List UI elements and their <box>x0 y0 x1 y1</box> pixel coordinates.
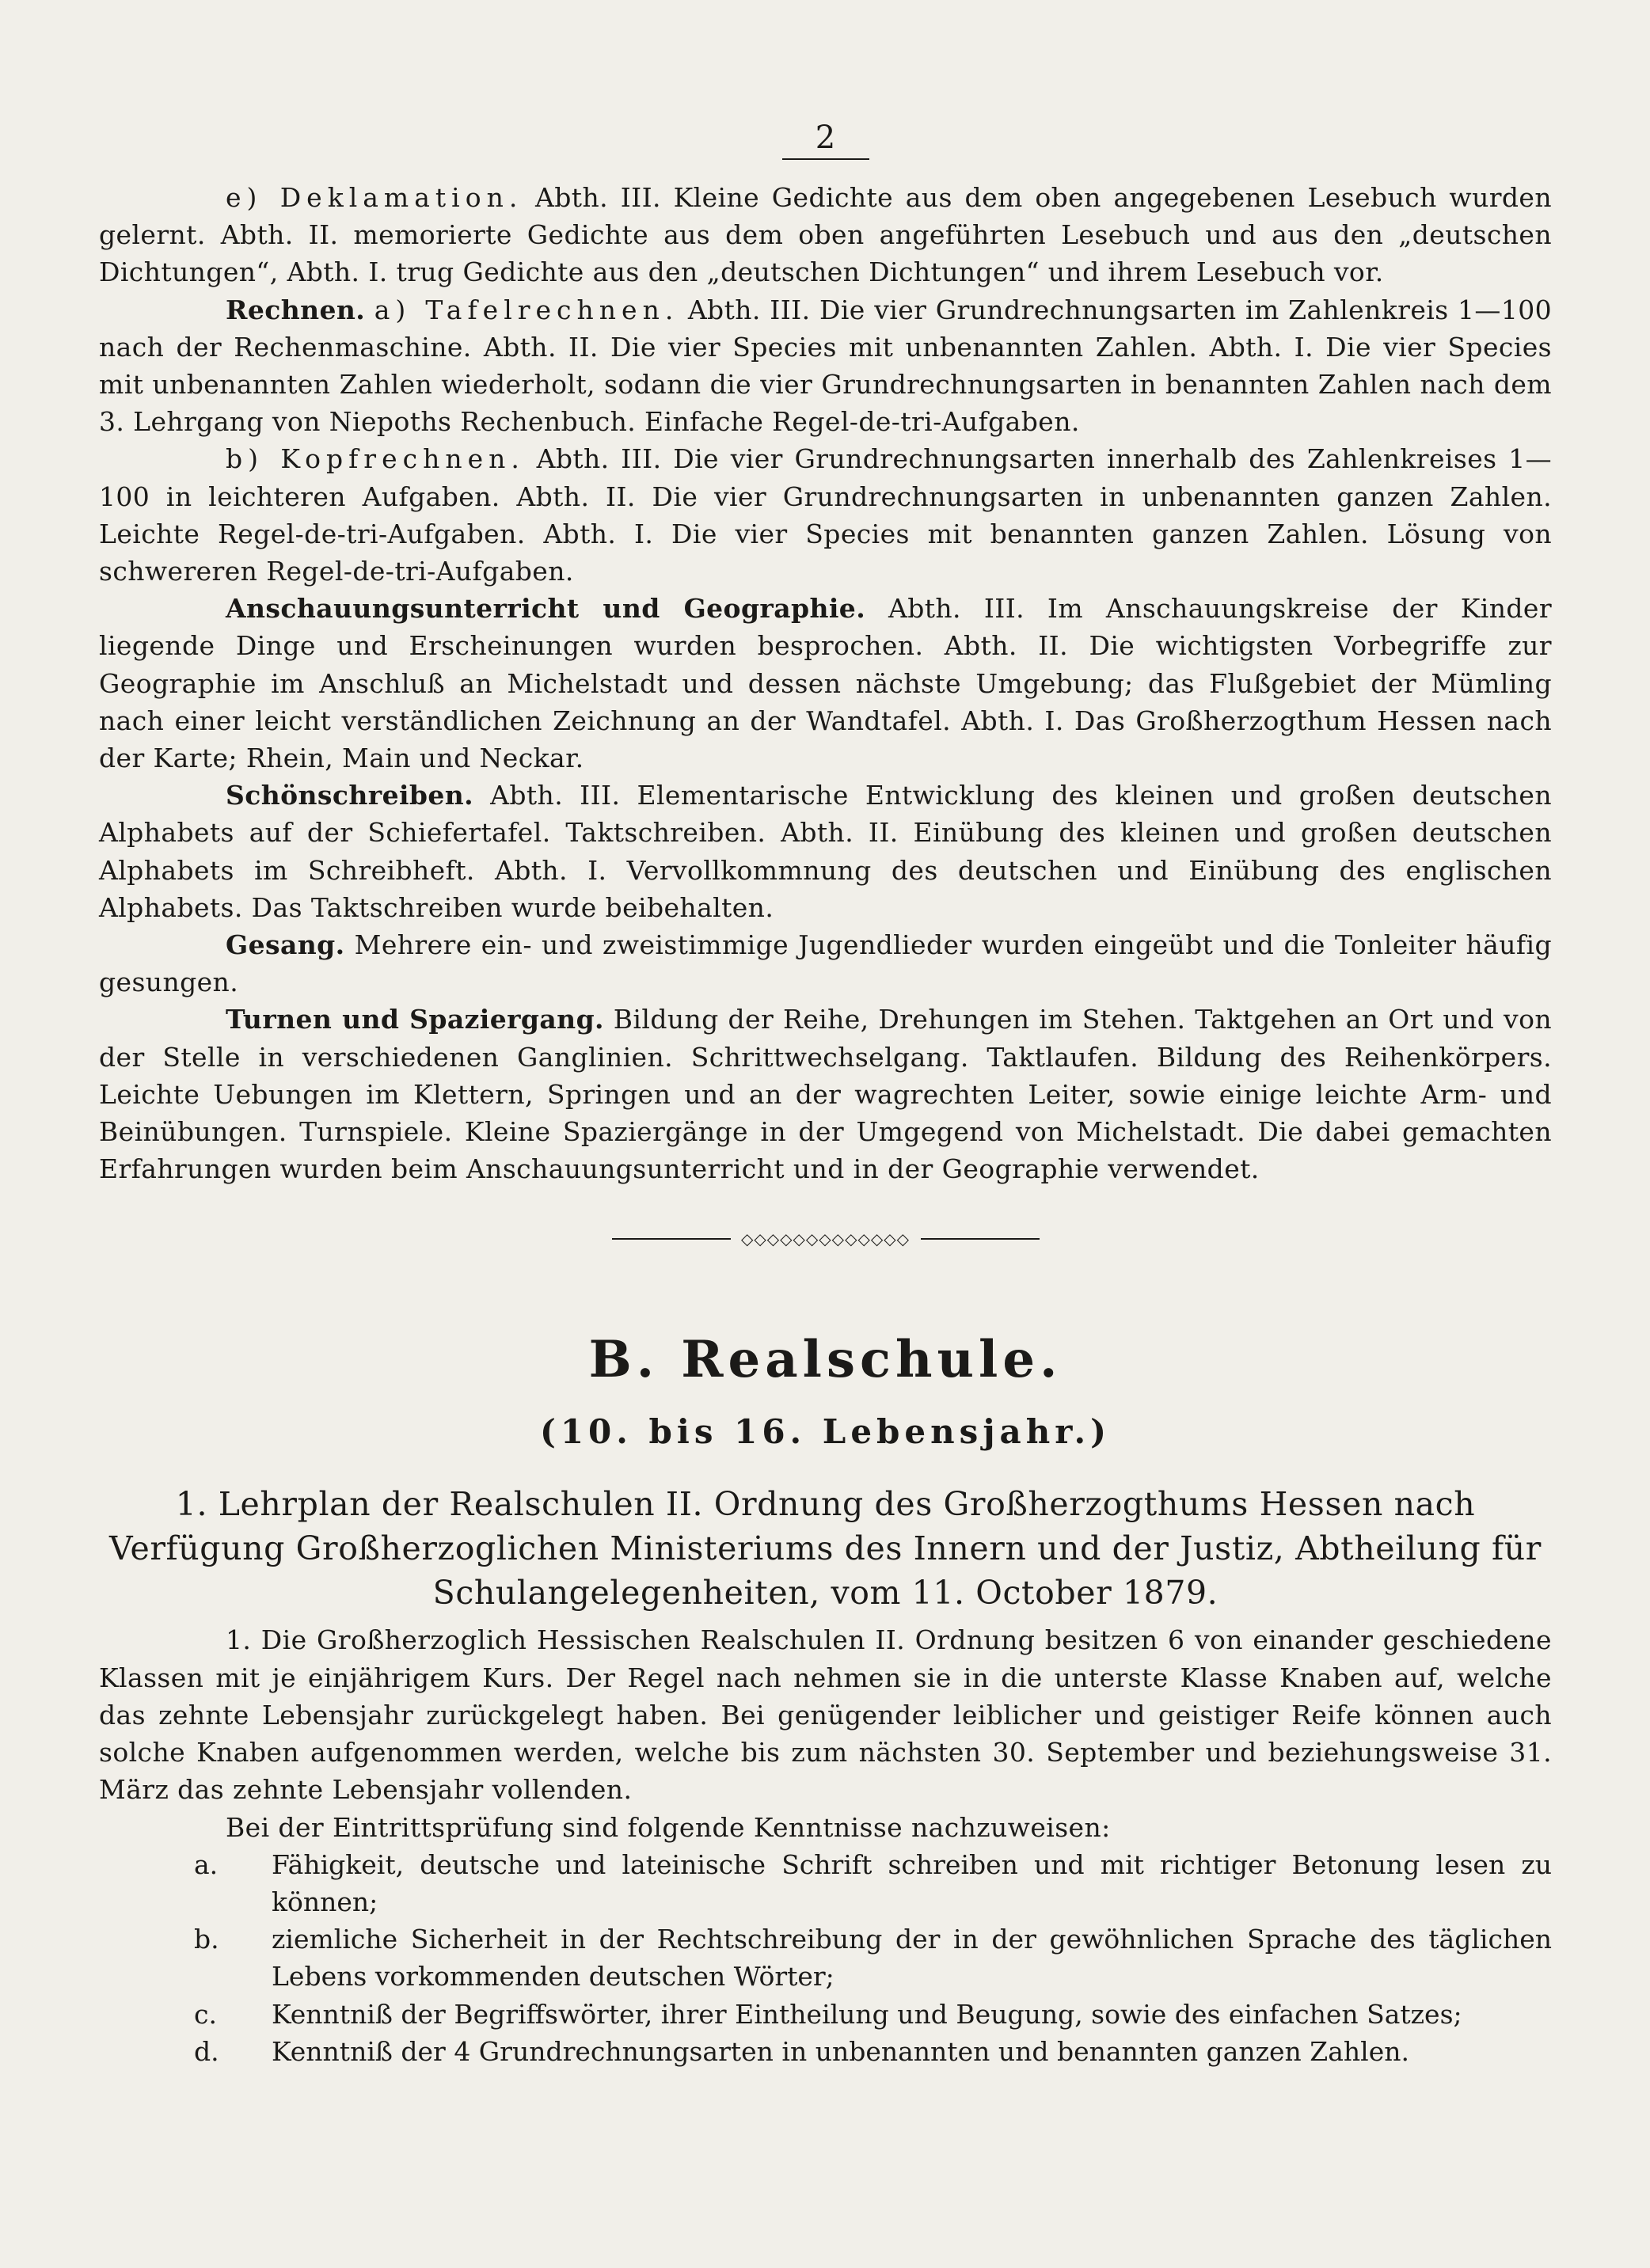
ornament-line-left <box>612 1238 731 1240</box>
list-item-label: d. <box>194 2035 219 2067</box>
text-tafelrechnen: Abth. III. Die vier Grundrechnungsarten im Zahlenkreis 1—100 nach der Rechenmaschine. Abth. II. Die vier Species mit unbenannten Zahlen. Abth. I. Die vier Species mit unbenannten Zahlen wiederholt, sodann die vier Grundrechnungsarten in benannten Zahlen nach dem 3. Lehrgang von Niepoths Rechenbuch. Einfache Regel-de-tri-Aufgaben. <box>99 294 1553 438</box>
paragraph-anschauung <box>99 590 1552 777</box>
paragraph-turnen <box>99 1001 1552 1187</box>
list-item-label: a. <box>194 1848 219 1880</box>
text-kopfrechnen: Abth. III. Die vier Grundrechnungsarten innerhalb des Zahlenkreises 1—100 in leichteren Aufgaben. Abth. II. Die vier Grundrechnungsarten in unbenannten ganzen Zahlen. Leichte Regel-de-tri-Aufgaben. Abth. I. Die vier Species mit benannten ganzen Zahlen. Lösung von schwereren Regel-de-tri-Aufgaben. <box>99 443 1552 587</box>
section-divider-ornament <box>612 1229 1040 1249</box>
list-item-label: b. <box>194 1924 219 1955</box>
list-item-text: Kenntniß der 4 Grundrechnungsarten in unbenannten und benannten ganzen Zahlen. <box>272 2035 1409 2067</box>
list-item-label: c. <box>194 1998 217 2030</box>
label-anschauung: Anschauungsunterricht und Geographie. <box>226 593 866 625</box>
list-item-text: ziemliche Sicherheit in der Rechtschreibung der in der gewöhnlichen Sprache des täglichen Lebens vorkommenden deutschen Wörter; <box>272 1924 1552 1993</box>
label-turnen: Turnen und Spaziergang. <box>226 1004 604 1035</box>
paragraph-eintrittspruefung: Bei der Eintrittsprüfung sind folgende Kenntnisse nachzuweisen: <box>226 1811 1111 1843</box>
list-item <box>99 1996 1552 2033</box>
section-title-realschule: B. Realschule. <box>588 1330 1063 1390</box>
lehrplan-heading: 1. Lehrplan der Realschulen II. Ordnung des Großherzogthums Hessen nach Verfügung Großherzoglichen Ministeriums des Innern und der Justiz, Abtheilung für Schulangelegenheiten, vom 11. October 1879. <box>109 1485 1542 1613</box>
page <box>99 119 1552 2070</box>
ornament-diamonds: ◇◇◇◇◇◇◇◇◇◇◇◇◇ <box>741 1229 910 1249</box>
page-number-rule <box>782 158 869 160</box>
section-age-range: (10. bis 16. Lebensjahr.) <box>539 1412 1112 1452</box>
label-kopfrechnen: b) Kopfrechnen. <box>226 443 525 475</box>
paragraph-realschule-1: 1. Die Großherzoglich Hessischen Realschulen II. Ordnung besitzen 6 von einander geschiedene Klassen mit je einjährigem Kurs. Der Regel nach nehmen sie in die unterste Klasse Knaben auf, welche das zehnte Lebensjahr zurückgelegt haben. Bei genügender leiblicher und geistiger Reife können auch solche Knaben aufgenommen werden, welche bis zum nächsten 30. September und beziehungsweise 31. März das zehnte Lebensjahr vollenden. <box>99 1624 1552 1806</box>
paragraph-gesang <box>99 926 1552 1001</box>
list-item-text: Fähigkeit, deutsche und lateinische Schrift schreiben und mit richtiger Betonung lesen zu können; <box>272 1848 1552 1917</box>
label-gesang: Gesang. <box>226 929 345 961</box>
text-anschauung: Abth. III. Im Anschauungskreise der Kinder liegende Dinge und Erscheinungen wurden besprochen. Abth. II. Die wichtigsten Vorbegriffe zur Geographie im Anschluß an Michelstadt und dessen nächste Umgebung; das Flußgebiet der Mümling nach einer leicht verständlichen Zeichnung an der Wandtafel. Abth. I. Das Großherzogthum Hessen nach der Karte; Rhein, Main und Neckar. <box>99 593 1552 774</box>
list-item <box>99 2033 1552 2070</box>
text-gesang: Mehrere ein- und zweistimmige Jugendlieder wurden eingeübt und die Tonleiter häufig gesungen. <box>99 929 1553 998</box>
paragraph-deklamation <box>99 179 1552 291</box>
text-deklamation: Abth. III. Kleine Gedichte aus dem oben angegebenen Lesebuch wurden gelernt. Abth. II. memorierte Gedichte aus dem oben angeführten Lesebuch und aus den „deutschen Dichtungen“, Abth. I. trug Gedichte aus den „deutschen Dichtungen“ und ihrem Lesebuch vor. <box>99 182 1553 288</box>
text-schoenschreiben: Abth. III. Elementarische Entwicklung des kleinen und großen deutschen Alphabets auf der Schiefertafel. Taktschreiben. Abth. II. Einübung des kleinen und großen deutschen Alphabets im Schreibheft. Abth. I. Vervollkommnung des deutschen und Einübung des englischen Alphabets. Das Taktschreiben wurde beibehalten. <box>99 780 1552 923</box>
requirements-list <box>99 1846 1552 2070</box>
ornament-line-right <box>921 1238 1040 1240</box>
label-deklamation: e) Deklamation. <box>226 182 523 213</box>
paragraph-rechnen-b <box>99 440 1552 590</box>
label-rechnen: Rechnen. <box>226 294 366 325</box>
label-schoenschreiben: Schönschreiben. <box>226 780 474 811</box>
paragraph-rechnen-a <box>99 291 1552 441</box>
list-item-text: Kenntniß der Begriffswörter, ihrer Eintheilung und Beugung, sowie des einfachen Satzes; <box>272 1998 1462 2030</box>
list-item <box>99 1846 1552 1920</box>
paragraph-schoenschreiben <box>99 777 1552 926</box>
label-tafelrechnen: a) Tafelrechnen. <box>374 294 679 325</box>
page-number: 2 <box>815 120 836 156</box>
text-turnen: Bildung der Reihe, Drehungen im Stehen. Taktgehen an Ort und von der Stelle in verschiedenen Ganglinien. Schrittwechselgang. Taktlaufen. Bildung des Reihenkörpers. Leichte Uebungen im Klettern, Springen und an der wagrechten Leiter, sowie einige leichte Arm- und Beinübungen. Turnspiele. Kleine Spaziergänge in der Umgegend von Michelstadt. Die dabei gemachten Erfahrungen wurden beim Anschauungsunterricht und in der Geographie verwendet. <box>99 1004 1552 1185</box>
list-item <box>99 1920 1552 1995</box>
